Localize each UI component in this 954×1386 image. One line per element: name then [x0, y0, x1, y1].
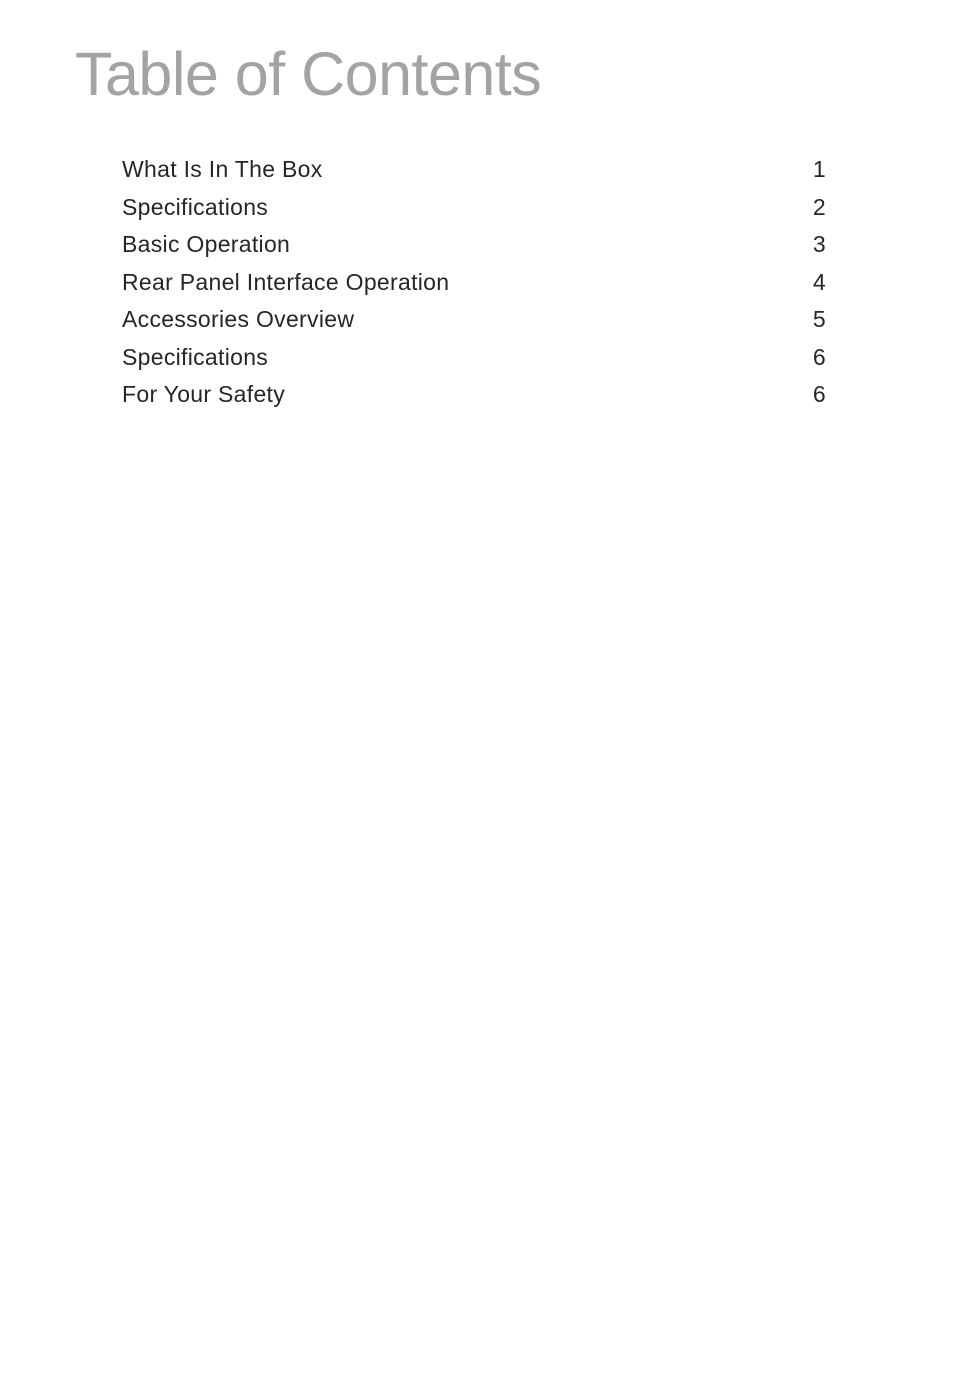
toc-entry-page: 4 [812, 268, 826, 295]
toc-entry-label: For Your Safety [122, 381, 286, 407]
toc-entry-rear-panel-interface-operation[interactable] [122, 264, 828, 302]
toc-entry-page: 6 [812, 343, 826, 370]
toc-entry-specifications-2[interactable] [122, 339, 828, 377]
toc-entry-page: 6 [812, 381, 826, 407]
toc-entry-accessories-overview[interactable] [122, 301, 828, 339]
toc-entry-label: Rear Panel Interface Operation [122, 268, 450, 295]
toc-entry-page: 1 [812, 156, 826, 182]
toc-entry-for-your-safety[interactable] [122, 376, 828, 414]
page-title: Table of Contents [75, 40, 542, 108]
toc-entry-label: Specifications [122, 193, 269, 220]
toc-entry-label: Accessories Overview [122, 306, 355, 332]
toc-entry-what-is-in-the-box[interactable] [122, 151, 828, 189]
toc-entry-basic-operation[interactable] [122, 226, 828, 264]
toc-entry-label: Specifications [122, 343, 269, 370]
toc-entry-page: 2 [812, 193, 826, 220]
toc-list [122, 151, 828, 414]
toc-entry-label: What Is In The Box [122, 156, 323, 182]
toc-entry-specifications[interactable] [122, 189, 828, 227]
toc-entry-page: 3 [812, 231, 826, 257]
toc-entry-label: Basic Operation [122, 231, 291, 257]
toc-entry-page: 5 [812, 306, 826, 332]
